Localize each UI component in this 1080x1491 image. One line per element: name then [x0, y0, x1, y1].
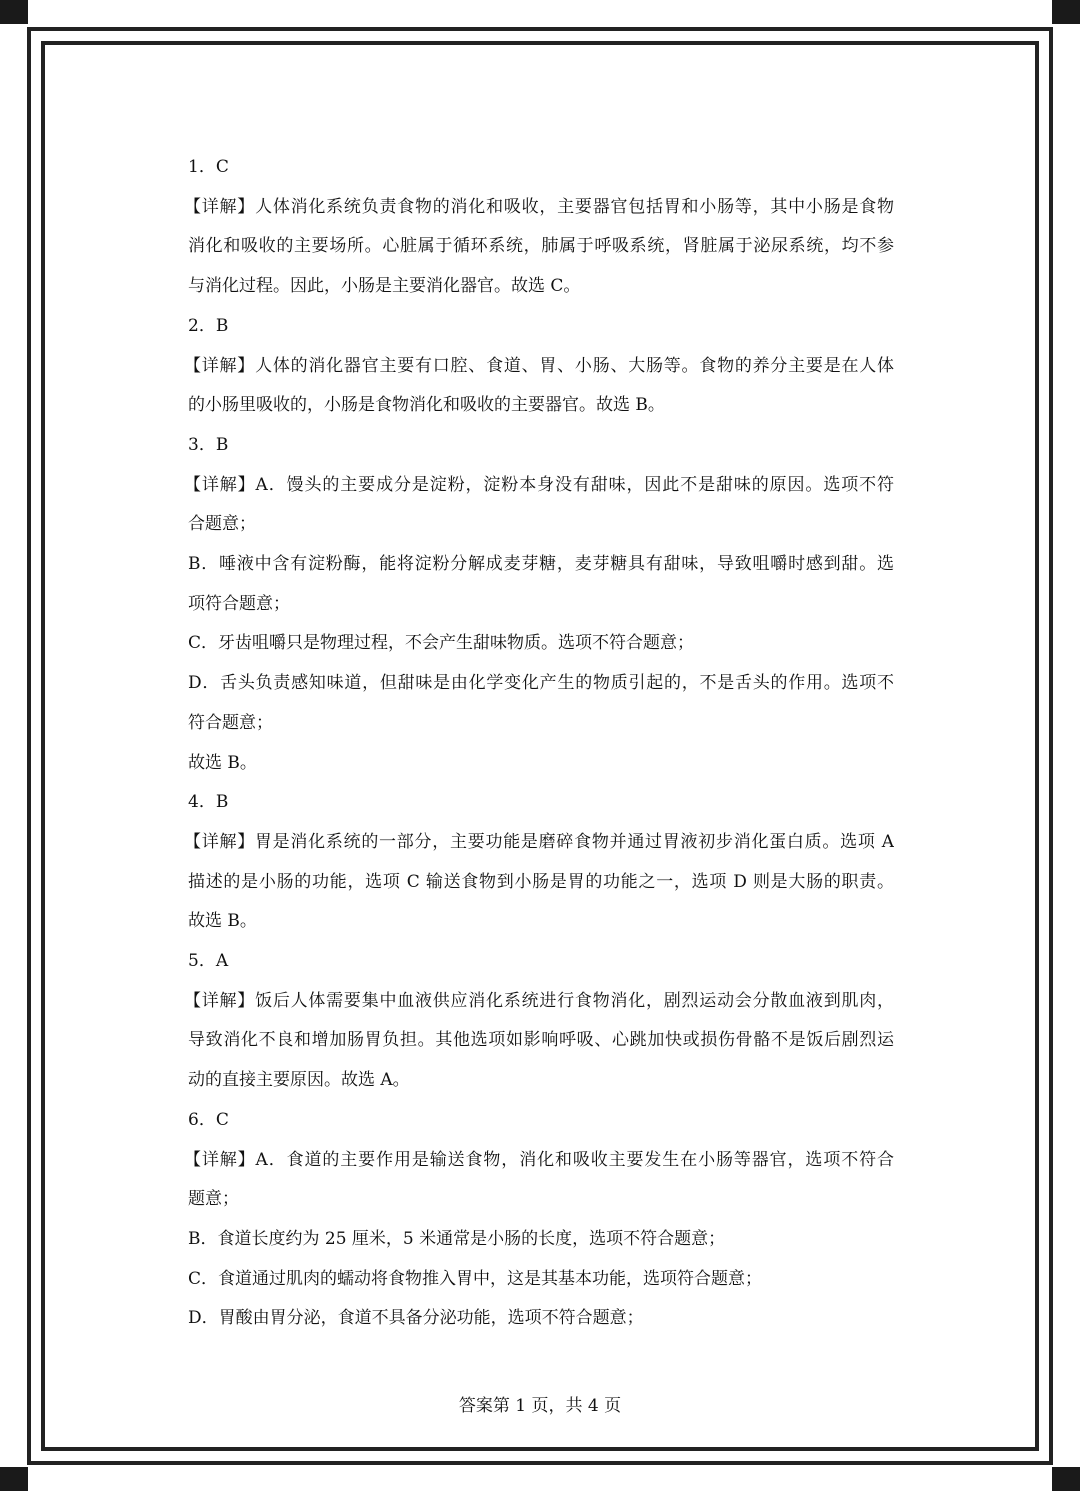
corner-mark-bottom-left	[0, 1467, 28, 1491]
text-line: C．牙齿咀嚼只是物理过程，不会产生甜味物质。选项不符合题意；	[188, 633, 695, 654]
corner-mark-top-right	[1052, 0, 1080, 24]
answer-content	[184, 148, 894, 1339]
text-line: C．食道通过肌肉的蠕动将食物推入胃中，这是其基本功能，选项符合题意；	[188, 1268, 763, 1289]
text-line: 描述的是小肠的功能，选项 C 输送食物到小肠是胃的功能之一，选项 D 则是大肠的职责。	[188, 871, 894, 892]
text-line: 1．C	[188, 157, 229, 177]
text-line: 导致消化不良和增加肠胃负担。其他选项如影响呼吸、心跳加快或损伤骨骼不是饭后剧烈运	[188, 1030, 894, 1051]
text-line: 【详解】饭后人体需要集中血液供应消化系统进行食物消化，剧烈运动会分散血液到肌肉，	[184, 990, 894, 1011]
text-line: 4．B	[188, 792, 229, 813]
text-line: 的小肠里吸收的，小肠是食物消化和吸收的主要器官。故选 B。	[188, 395, 665, 416]
text-line: B．食道长度约为 25 厘米，5 米通常是小肠的长度，选项不符合题意；	[188, 1228, 726, 1249]
text-line: 与消化过程。因此，小肠是主要消化器官。故选 C。	[188, 276, 581, 297]
text-line: B．唾液中含有淀粉酶，能将淀粉分解成麦芽糖，麦芽糖具有甜味，导致咀嚼时感到甜。选	[188, 554, 894, 575]
text-line: 【详解】A．馒头的主要成分是淀粉，淀粉本身没有甜味，因此不是甜味的原因。选项不符	[184, 474, 894, 495]
text-line: 符合题意；	[188, 712, 273, 733]
text-line: 5．A	[188, 951, 229, 972]
text-line: 动的直接主要原因。故选 A。	[188, 1070, 410, 1091]
text-line: 3．B	[188, 434, 229, 455]
corner-mark-top-left	[0, 0, 28, 24]
text-line: 消化和吸收的主要场所。心脏属于循环系统，肺属于呼吸系统，肾脏属于泌尿系统，均不参	[188, 236, 894, 257]
text-line: D．舌头负责感知味道，但甜味是由化学变化产生的物质引起的，不是舌头的作用。选项不	[188, 673, 894, 694]
text-line: 【详解】人体消化系统负责食物的消化和吸收，主要器官包括胃和小肠等，其中小肠是食物	[184, 196, 894, 217]
text-line: D．胃酸由胃分泌，食道不具备分泌功能，选项不符合题意；	[188, 1308, 644, 1329]
text-line: 2．B	[188, 315, 229, 336]
page-footer: 答案第 1 页，共 4 页	[458, 1396, 622, 1416]
text-line: 故选 B。	[188, 752, 257, 773]
text-line: 题意；	[188, 1189, 239, 1210]
corner-mark-bottom-right	[1052, 1467, 1080, 1491]
text-line: 6．C	[188, 1109, 229, 1130]
text-line: 合题意；	[188, 514, 256, 535]
text-line: 【详解】A．食道的主要作用是输送食物，消化和吸收主要发生在小肠等器官，选项不符合	[184, 1149, 894, 1170]
text-line: 项符合题意；	[188, 593, 290, 614]
text-line: 【详解】人体的消化器官主要有口腔、食道、胃、小肠、大肠等。食物的养分主要是在人体	[184, 355, 894, 376]
text-line: 【详解】胃是消化系统的一部分，主要功能是磨碎食物并通过胃液初步消化蛋白质。选项 A	[184, 831, 894, 852]
text-line: 故选 B。	[188, 911, 257, 932]
